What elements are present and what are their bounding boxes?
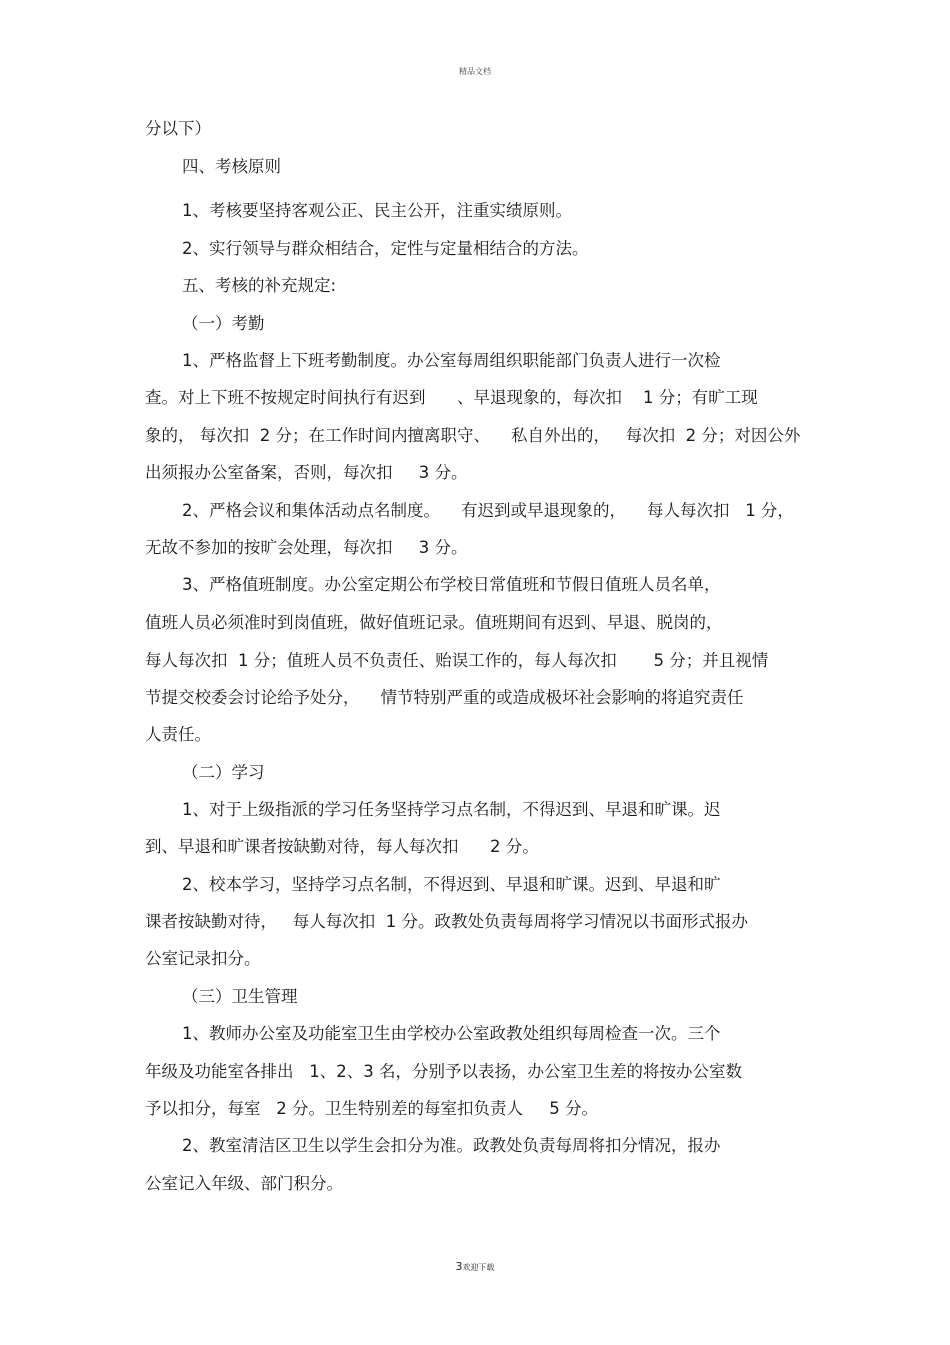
paragraph-line: 到、早退和旷课者按缺勤对待，每人每次扣 2 分。 xyxy=(145,837,539,856)
paragraph-line: 值班人员必须准时到岗值班，做好值班记录。值班期间有迟到、早退、脱岗的， xyxy=(145,613,723,632)
subsection-heading: （三）卫生管理 xyxy=(182,987,298,1006)
paragraph-line: 节提交校委会讨论给予处分， 情节特别严重的或造成极坏社会影响的将追究责任 xyxy=(145,688,744,707)
paragraph-line: 2、实行领导与群众相结合，定性与定量相结合的方法。 xyxy=(182,239,589,258)
page-header: 精品文档 xyxy=(459,67,491,76)
paragraph-line: 查。对上下班不按规定时间执行有迟到 、早退现象的，每次扣 1 分；有旷工现 xyxy=(145,388,758,407)
paragraph-line: 1、严格监督上下班考勤制度。办公室每周组织职能部门负责人进行一次检 xyxy=(182,351,721,370)
paragraph-line: 1、教师办公室及功能室卫生由学校办公室政教处组织每周检查一次。三个 xyxy=(182,1024,721,1043)
subsection-heading: （一）考勤 xyxy=(182,314,265,333)
section-heading: 五、考核的补充规定: xyxy=(182,276,337,295)
paragraph-line: 2、严格会议和集体活动点名制度。 有迟到或早退现象的， 每人每次扣 1 分， xyxy=(182,501,794,520)
section-heading: 四、考核原则 xyxy=(182,157,281,176)
paragraph-line: 3、严格值班制度。办公室定期公布学校日常值班和节假日值班人员名单， xyxy=(182,575,721,594)
paragraph-line: 公室记录扣分。 xyxy=(145,949,261,968)
footer-text: 欢迎下载 xyxy=(462,1263,495,1272)
paragraph-line: 予以扣分，每室 2 分。卫生特别差的每室扣负责人 5 分。 xyxy=(145,1099,598,1118)
paragraph-line: 年级及功能室各排出 1、2、3 名，分别予以表扬，办公室卫生差的将按办公室数 xyxy=(145,1062,742,1081)
paragraph-line: 每人每次扣 1 分；值班人员不负责任、贻误工作的，每人每次扣 5 分；并且视情 xyxy=(145,651,769,670)
paragraph-line: 1、对于上级指派的学习任务坚持学习点名制，不得迟到、早退和旷课。迟 xyxy=(182,800,721,819)
paragraph-line: 象的， 每次扣 2 分；在工作时间内擅离职守、 私自外出的， 每次扣 2 分；对因公外 xyxy=(145,426,801,445)
page-number: 3 xyxy=(455,1260,463,1273)
paragraph-line: 课者按缺勤对待， 每人每次扣 1 分。政教处负责每周将学习情况以书面形式报办 xyxy=(145,912,748,931)
text-line: 分以下） xyxy=(145,119,211,138)
paragraph-line: 公室记入年级、部门积分。 xyxy=(145,1174,343,1193)
paragraph-line: 1、考核要坚持客观公正、民主公开，注重实绩原则。 xyxy=(182,201,572,220)
subsection-heading: （二）学习 xyxy=(182,763,265,782)
paragraph-line: 2、校本学习，坚持学习点名制，不得迟到、早退和旷课。迟到、早退和旷 xyxy=(182,875,721,894)
paragraph-line: 人责任。 xyxy=(145,725,211,744)
paragraph-line: 出须报办公室备案，否则，每次扣 3 分。 xyxy=(145,463,468,482)
paragraph-line: 2、教室清洁区卫生以学生会扣分为准。政教处负责每周将扣分情况，报办 xyxy=(182,1136,721,1155)
paragraph-line: 无故不参加的按旷会处理，每次扣 3 分。 xyxy=(145,538,468,557)
page-footer xyxy=(0,1260,950,1273)
